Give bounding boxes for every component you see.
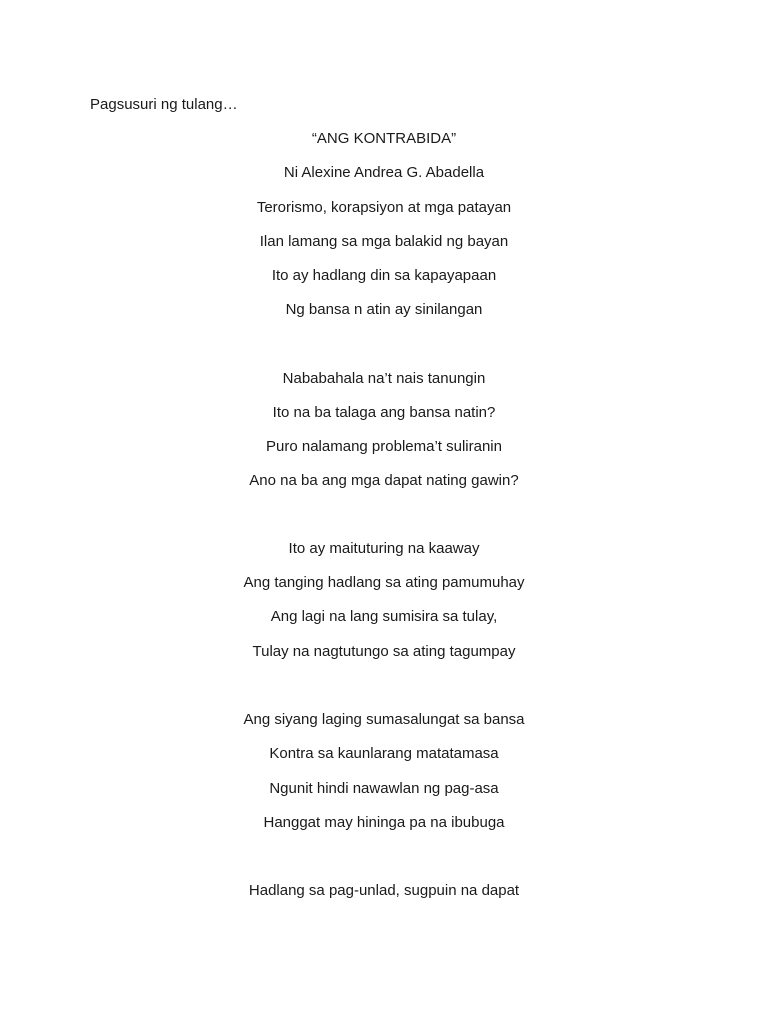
poem-author: Ni Alexine Andrea G. Abadella — [283, 164, 485, 181]
poem-title: “ANG KONTRABIDA” — [311, 130, 457, 147]
poem-line: Ito ay hadlang din sa kapayapaan — [271, 267, 497, 284]
poem-line: Tulay na nagtutungo sa ating tagumpay — [252, 643, 516, 660]
poem-line: Terorismo, korapsiyon at mga patayan — [256, 199, 512, 216]
poem-line: Ngunit hindi nawawlan ng pag-asa — [269, 780, 499, 797]
poem-line: Ang tanging hadlang sa ating pamumuhay — [243, 574, 525, 591]
poem-line: Ang lagi na lang sumisira sa tulay, — [270, 608, 498, 625]
poem-line: Ito na ba talaga ang bansa natin? — [272, 404, 496, 421]
poem-line: Ano na ba ang mga dapat nating gawin? — [249, 472, 519, 489]
poem-line: Kontra sa kaunlarang matatamasa — [269, 745, 499, 762]
poem-line: Hanggat may hininga pa na ibubuga — [263, 814, 505, 831]
poem-line: Ng bansa n atin ay sinilangan — [285, 301, 483, 318]
poem-line: Ilan lamang sa mga balakid ng bayan — [259, 233, 509, 250]
poem-line: Ito ay maituturing na kaaway — [288, 540, 480, 557]
poem-line: Nababahala na’t nais tanungin — [282, 370, 486, 387]
poem-line: Puro nalamang problema’t suliranin — [266, 438, 502, 455]
poem-line: Ang siyang laging sumasalungat sa bansa — [243, 711, 525, 728]
intro-text: Pagsusuri ng tulang… — [90, 96, 238, 113]
poem-line: Hadlang sa pag-unlad, sugpuin na dapat — [248, 882, 520, 899]
